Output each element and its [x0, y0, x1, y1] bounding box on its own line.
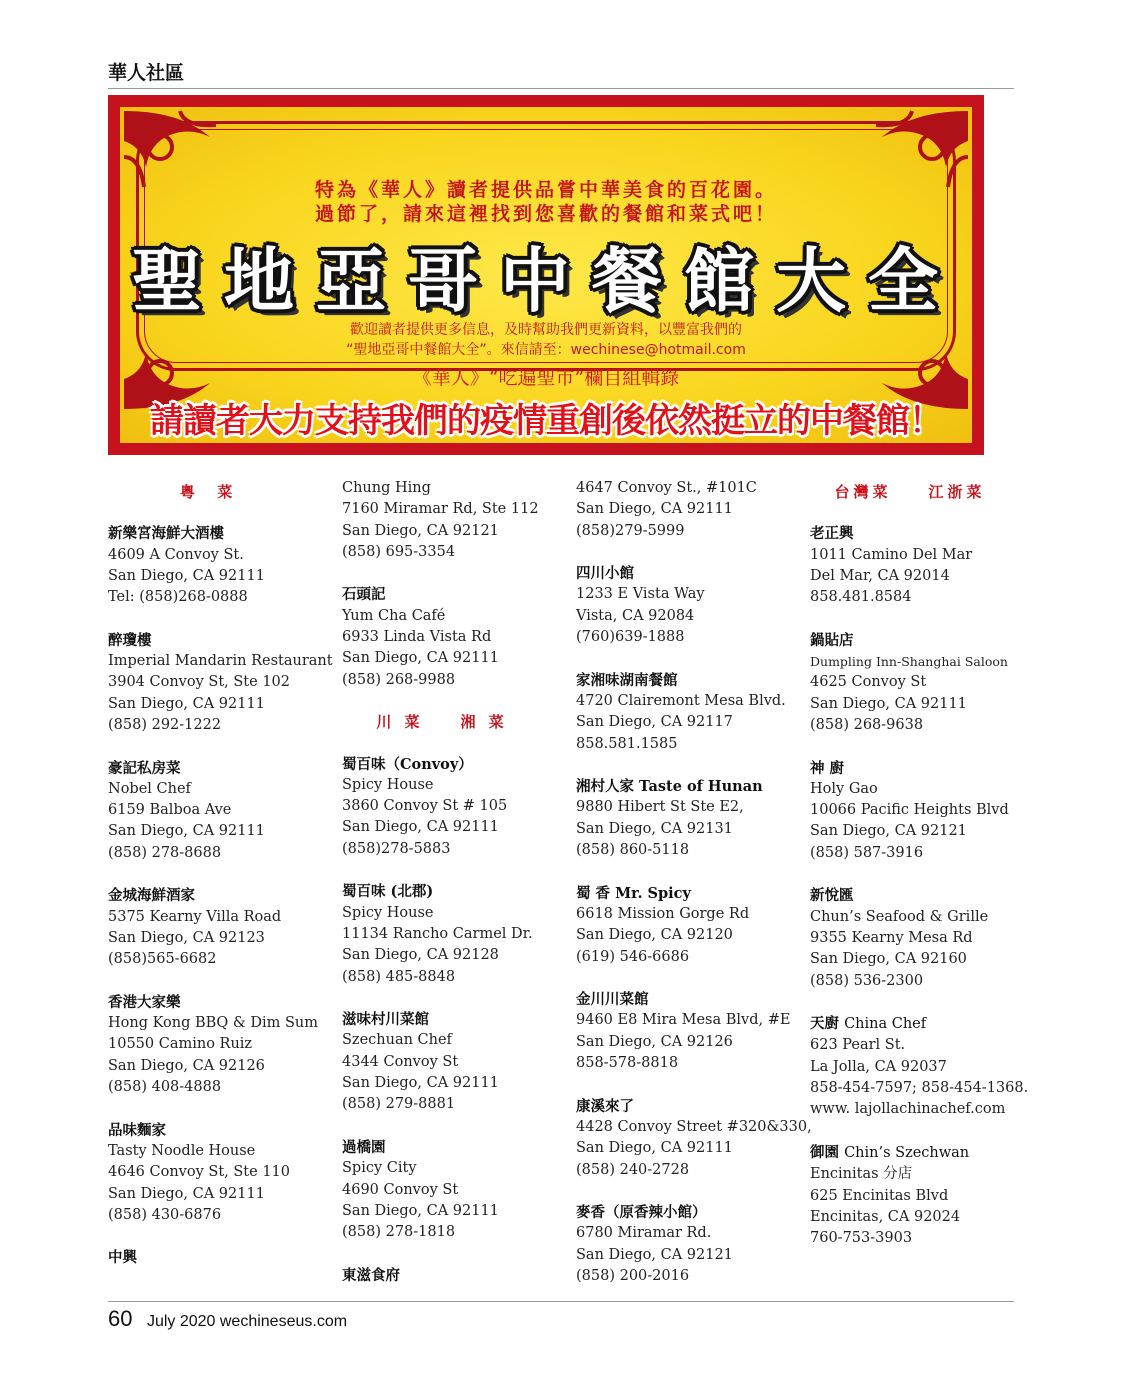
- address-line: San Diego, CA 92121: [576, 1246, 733, 1263]
- restaurant-entry: [342, 1009, 567, 1115]
- address-line: 9355 Kearny Mesa Rd: [810, 929, 973, 946]
- restaurant-entry: [342, 584, 567, 690]
- address-line: Hong Kong BBQ & Dim Sum: [108, 1015, 318, 1032]
- address-line: 4428 Convoy Street #320&330,: [576, 1118, 812, 1135]
- restaurant-name: [810, 1142, 1025, 1164]
- address-line: (858) 695-3354: [342, 543, 456, 560]
- restaurant-name-text: 麥香（原香辣小館）: [576, 1204, 707, 1222]
- address-line: Encinitas 分店: [810, 1166, 913, 1183]
- address-line: San Diego, CA 92126: [576, 1033, 733, 1050]
- restaurant-name-text: 御園: [810, 1143, 839, 1161]
- restaurant-name: [108, 630, 333, 651]
- address-line: Szechuan Chef: [342, 1032, 452, 1049]
- restaurant-name: [108, 1247, 333, 1268]
- footer-info: July 2020 wechineseus.com: [146, 1313, 348, 1330]
- section-title: 華人社區: [108, 62, 185, 84]
- address-line: San Diego, CA 92111: [108, 1185, 265, 1202]
- banner-title: 聖地亞哥中餐館大全: [132, 240, 960, 322]
- address-line: San Diego, CA 92160: [810, 951, 967, 968]
- address-line: Tel: (858)268-0888: [108, 589, 248, 606]
- address-line: Spicy House: [342, 776, 434, 793]
- restaurant-name-text: 蜀 香 Mr. Spicy: [576, 884, 691, 902]
- address-line: (858) 240-2728: [576, 1161, 690, 1178]
- address-line: 6159 Balboa Ave: [108, 802, 232, 819]
- restaurant-entry: [342, 478, 567, 563]
- address-line: 4609 A Convoy St.: [108, 546, 244, 563]
- restaurant-entry: [108, 758, 333, 864]
- address-line: (858) 278-8688: [108, 844, 222, 861]
- banner-intro-line-1: 特為《華人》讀者提供品嘗中華美食的百花園。: [314, 179, 777, 201]
- address-line: (858) 268-9638: [810, 716, 924, 733]
- restaurant-entry: [342, 754, 567, 860]
- restaurant-name: [342, 584, 567, 605]
- column-3: [576, 478, 812, 1309]
- restaurant-name: [576, 1202, 801, 1223]
- banner-credit: 《華人》“吃遍聖市”欄目組輯錄: [412, 367, 680, 389]
- address-line: (619) 546-6686: [576, 948, 690, 965]
- restaurant-entry: [810, 1013, 1029, 1120]
- address-line: Nobel Chef: [108, 780, 191, 797]
- restaurant-name-text: 湘村人家 Taste of Hunan: [576, 778, 763, 796]
- address-line: 4625 Convoy St: [810, 674, 927, 691]
- address-line: San Diego, CA 92117: [576, 714, 733, 731]
- address-line: (858)278-5883: [342, 840, 451, 857]
- restaurant-name-text: 金川川菜館: [576, 991, 649, 1009]
- address-line: San Diego, CA 92111: [342, 819, 499, 836]
- address-line: (858) 278-1818: [342, 1224, 456, 1241]
- restaurant-entry: [108, 1120, 333, 1226]
- address-line: 4690 Convoy St: [342, 1181, 459, 1198]
- bottom-divider: [108, 1301, 1014, 1302]
- restaurant-entry: [576, 776, 801, 861]
- restaurant-name: [108, 885, 333, 906]
- address-line: La Jolla, CA 92037: [810, 1058, 947, 1075]
- address-line: 4646 Convoy St, Ste 110: [108, 1164, 291, 1181]
- restaurant-name: [342, 1009, 567, 1030]
- address-line: (760)639-1888: [576, 629, 685, 646]
- address-line: 858-578-8818: [576, 1055, 679, 1072]
- restaurant-name: [342, 881, 567, 902]
- restaurant-entry: [810, 885, 1025, 991]
- address-line: Chung Hing: [342, 480, 431, 496]
- restaurant-name-text: 東滋食府: [342, 1266, 400, 1284]
- address-line: 3860 Convoy St # 105: [342, 798, 508, 815]
- restaurant-name-text: 蜀百味 (北郡): [342, 883, 434, 901]
- address-line: Yum Cha Café: [342, 607, 446, 624]
- restaurant-name-text: 品味麵家: [108, 1121, 166, 1139]
- address-line: Holy Gao: [810, 780, 878, 797]
- address-line: (858) 860-5118: [576, 842, 690, 859]
- restaurant-name: [576, 1096, 801, 1117]
- address-line: 9880 Hibert St Ste E2,: [576, 799, 744, 816]
- restaurant-entry: [108, 630, 333, 736]
- address-line: (858)279-5999: [576, 522, 685, 539]
- restaurant-name: [342, 1265, 567, 1286]
- address-line: 760-753-3903: [810, 1230, 913, 1247]
- restaurant-entry: [576, 478, 801, 542]
- column-4: [810, 478, 1029, 1271]
- restaurant-entry: [810, 523, 1025, 608]
- restaurant-entry: [108, 885, 333, 970]
- address-line: 4720 Clairemont Mesa Blvd.: [576, 692, 786, 709]
- restaurant-name-text: 天廚: [810, 1015, 839, 1033]
- address-line: (858) 536-2300: [810, 972, 924, 989]
- address-line: 6618 Mission Gorge Rd: [576, 905, 750, 922]
- address-line: Del Mar, CA 92014: [810, 567, 950, 584]
- address-line: San Diego, CA 92120: [576, 927, 733, 944]
- address-line: (858) 279-8881: [342, 1096, 456, 1113]
- restaurant-entry: [108, 523, 333, 608]
- category-heading: 粵 菜: [179, 483, 237, 501]
- address-line: 858-454-7597; 858-454-1368.: [810, 1080, 1029, 1097]
- address-line: Encinitas, CA 92024: [810, 1208, 961, 1225]
- restaurant-name-text: 鍋貼店: [810, 631, 854, 649]
- restaurant-entry: [810, 1142, 1025, 1249]
- address-line: San Diego, CA 92111: [108, 567, 265, 584]
- restaurant-entry: [342, 881, 567, 987]
- restaurant-name: [810, 630, 1025, 651]
- restaurant-name-text: 過橋園: [342, 1138, 386, 1156]
- address-line: 4344 Convoy St: [342, 1053, 459, 1070]
- address-line: San Diego, CA 92111: [576, 1140, 733, 1157]
- address-line: (858) 485-8848: [342, 968, 456, 985]
- address-line: San Diego, CA 92111: [342, 1075, 499, 1092]
- address-line: San Diego, CA 92123: [108, 929, 265, 946]
- page-footer: [108, 1306, 347, 1332]
- banner-invite-line-2: “聖地亞哥中餐館大全”。來信請至：wechinese@hotmail.com: [346, 342, 746, 358]
- address-line: Imperial Mandarin Restaurant: [108, 653, 333, 670]
- restaurant-entry: [576, 1202, 801, 1287]
- restaurant-name-text: 神 廚: [810, 759, 845, 777]
- restaurant-name-text: 蜀百味（Convoy）: [342, 755, 473, 773]
- restaurant-name: [576, 670, 801, 691]
- address-line: 858.481.8584: [810, 589, 912, 606]
- restaurant-entry: [108, 1247, 333, 1268]
- address-line: 1233 E Vista Way: [576, 586, 705, 603]
- restaurant-english-name: China Chef: [844, 1016, 927, 1033]
- column-2: [342, 478, 567, 1307]
- address-line: San Diego, CA 92126: [108, 1057, 265, 1074]
- restaurant-name-text: 豪記私房菜: [108, 759, 181, 777]
- top-divider: [108, 88, 1014, 89]
- address-line: 858.581.1585: [576, 735, 678, 752]
- category-heading: 台灣菜 江浙菜: [834, 483, 986, 501]
- address-line: 6933 Linda Vista Rd: [342, 629, 492, 646]
- restaurant-name-text: 醉瓊樓: [108, 631, 152, 649]
- address-line: 625 Encinitas Blvd: [810, 1187, 949, 1204]
- restaurant-name: [576, 883, 801, 904]
- banner-intro-line-2: 過節了，請來這裡找到您喜歡的餐館和菜式吧！: [314, 203, 777, 225]
- address-line: San Diego, CA 92111: [576, 501, 733, 518]
- address-line: 11134 Rancho Carmel Dr.: [342, 925, 533, 942]
- restaurant-entry: [342, 1137, 567, 1243]
- restaurant-name: [810, 885, 1025, 906]
- address-line: (858)565-6682: [108, 951, 217, 968]
- address-line: San Diego, CA 92131: [576, 820, 733, 837]
- banner: [108, 95, 984, 455]
- restaurant-name: [810, 523, 1025, 544]
- restaurant-name: [810, 758, 1025, 779]
- address-line: (858) 587-3916: [810, 844, 924, 861]
- address-line: 10550 Camino Ruiz: [108, 1036, 253, 1053]
- restaurant-name: [108, 523, 333, 544]
- address-line: Vista, CA 92084: [576, 607, 695, 624]
- restaurant-name-text: 康溪來了: [576, 1097, 634, 1115]
- address-line: San Diego, CA 92111: [342, 650, 499, 667]
- restaurant-entry: [576, 670, 801, 755]
- restaurant-name-text: 家湘味湖南餐館: [576, 671, 678, 689]
- address-line: (858) 408-4888: [108, 1079, 222, 1096]
- address-line: 5375 Kearny Villa Road: [108, 908, 282, 925]
- restaurant-entry: [810, 630, 1025, 736]
- restaurant-english-name: Dumpling Inn-Shanghai Saloon: [810, 654, 1008, 670]
- restaurant-entry: [576, 563, 801, 648]
- category-heading: 川 菜 湘 菜: [376, 713, 508, 732]
- address-line: San Diego, CA 92121: [810, 823, 967, 840]
- address-line: San Diego, CA 92128: [342, 947, 499, 964]
- restaurant-english-name: Chin’s Szechwan: [844, 1144, 970, 1161]
- restaurant-name: [576, 989, 801, 1010]
- address-line: San Diego, CA 92111: [810, 695, 967, 712]
- address-line: San Diego, CA 92111: [108, 695, 265, 712]
- restaurant-name: [342, 1137, 567, 1158]
- address-line: 10066 Pacific Heights Blvd: [810, 802, 1009, 819]
- restaurant-entry: [576, 1096, 812, 1181]
- restaurant-name-text: 金城海鮮酒家: [108, 887, 195, 905]
- restaurant-name: [810, 1013, 1025, 1035]
- banner-invite-line-1: 歡迎讀者提供更多信息，及時幫助我們更新資料，以豐富我們的: [350, 322, 742, 338]
- address-line: Spicy House: [342, 904, 434, 921]
- address-line: (858) 430-6876: [108, 1206, 222, 1223]
- restaurant-name-text: 四川小館: [576, 565, 634, 583]
- restaurant-name-text: 石頭記: [342, 586, 386, 604]
- restaurant-entry: [342, 1265, 567, 1286]
- address-line: (858) 268-9988: [342, 671, 456, 688]
- restaurant-entry: [576, 883, 801, 968]
- banner-slogan: 請讀者大力支持我們的疫情重創後依然挺立的中餐館！: [150, 401, 942, 441]
- restaurant-entry: [576, 989, 801, 1074]
- restaurant-name-text: 滋味村川菜館: [342, 1011, 429, 1029]
- restaurant-name: [108, 1120, 333, 1141]
- restaurant-name-text: 香港大家樂: [108, 993, 181, 1011]
- address-line: San Diego, CA 92111: [108, 823, 265, 840]
- address-line: San Diego, CA 92121: [342, 522, 499, 539]
- address-line: Chun’s Seafood & Grille: [810, 908, 989, 925]
- address-line: Tasty Noodle House: [108, 1142, 256, 1159]
- column-1: [108, 478, 333, 1290]
- restaurant-name-text: 新樂宮海鮮大酒樓: [108, 525, 224, 543]
- restaurant-name: [576, 563, 801, 584]
- restaurant-name: [342, 754, 567, 775]
- address-line: Spicy City: [342, 1160, 417, 1177]
- address-line: San Diego, CA 92111: [342, 1202, 499, 1219]
- restaurant-name-text: 新悅匯: [810, 887, 854, 905]
- restaurant-name: [108, 992, 333, 1013]
- address-line: 4647 Convoy St., #101C: [576, 480, 757, 496]
- restaurant-entry: [108, 992, 333, 1098]
- restaurant-entry: [810, 758, 1025, 864]
- restaurant-name-text: 中興: [108, 1249, 137, 1267]
- address-line: 6780 Miramar Rd.: [576, 1225, 712, 1242]
- address-line: 623 Pearl St.: [810, 1037, 906, 1054]
- address-line: 9460 E8 Mira Mesa Blvd, #E: [576, 1012, 791, 1029]
- restaurant-name-text: 老正興: [810, 525, 854, 543]
- restaurant-name: [108, 758, 333, 779]
- address-line: (858) 292-1222: [108, 716, 222, 733]
- address-line: (858) 200-2016: [576, 1267, 690, 1284]
- address-line: 7160 Miramar Rd, Ste 112: [342, 501, 539, 518]
- address-line: 3904 Convoy St, Ste 102: [108, 674, 291, 691]
- page-number: 60: [108, 1306, 133, 1331]
- address-line: www. lajollachinachef.com: [810, 1101, 1006, 1118]
- address-line: 1011 Camino Del Mar: [810, 546, 973, 563]
- restaurant-name: [576, 776, 801, 797]
